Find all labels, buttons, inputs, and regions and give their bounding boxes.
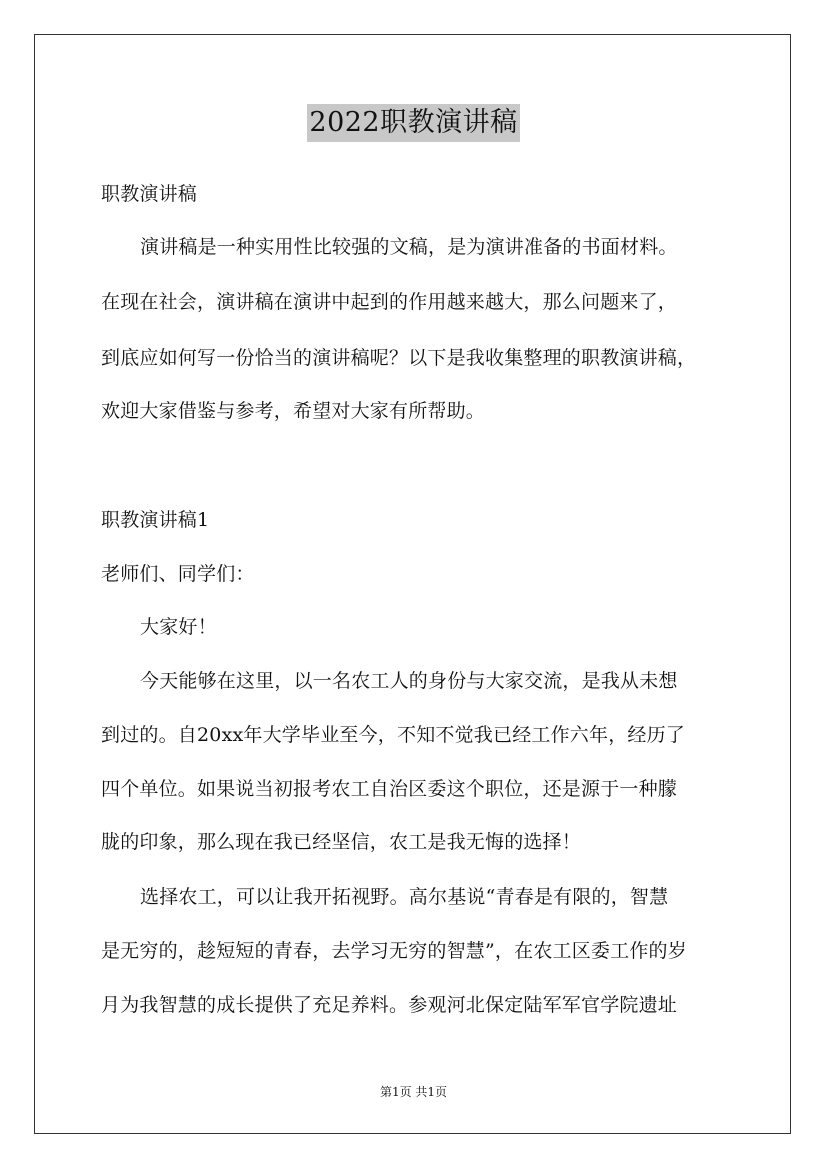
greeting: 大家好！ [140,616,217,638]
paragraph-line: 今天能够在这里，以一名农工人的身份与大家交流，是我从未想 [140,670,678,692]
title-container [0,104,827,142]
intro-line: 在现在社会，演讲稿在演讲中起到的作用越来越大，那么问题来了， [101,291,678,313]
document-title: 2022职教演讲稿 [307,104,519,142]
paragraph-line: 四个单位。如果说当初报考农工自治区委这个职位，还是源于一种朦 [101,778,678,800]
paragraph-line: 到过的。自20xx年大学毕业至今，不知不觉我已经工作六年，经历了 [101,724,686,746]
subtitle: 职教演讲稿 [101,183,198,205]
paragraph-line: 选择农工，可以让我开拓视野。高尔基说“青春是有限的，智慧 [140,886,669,908]
intro-line: 演讲稿是一种实用性比较强的文稿，是为演讲准备的书面材料。 [140,236,678,258]
paragraph-line: 胧的印象，那么现在我已经坚信，农工是我无悔的选择！ [101,831,582,853]
page-number: 第1页 共1页 [379,1085,448,1099]
paragraph-line: 是无穷的，趁短短的青春，去学习无穷的智慧”，在农工区委工作的岁 [101,940,687,962]
paragraph-line: 月为我智慧的成长提供了充足养料。参观河北保定陆军军官学院遗址 [101,994,678,1016]
intro-line: 到底应如何写一份恰当的演讲稿呢？以下是我收集整理的职教演讲稿， [101,347,697,369]
section-heading: 职教演讲稿1 [101,509,210,531]
salutation: 老师们、同学们： [101,563,255,585]
intro-line: 欢迎大家借鉴与参考，希望对大家有所帮助。 [101,400,486,422]
